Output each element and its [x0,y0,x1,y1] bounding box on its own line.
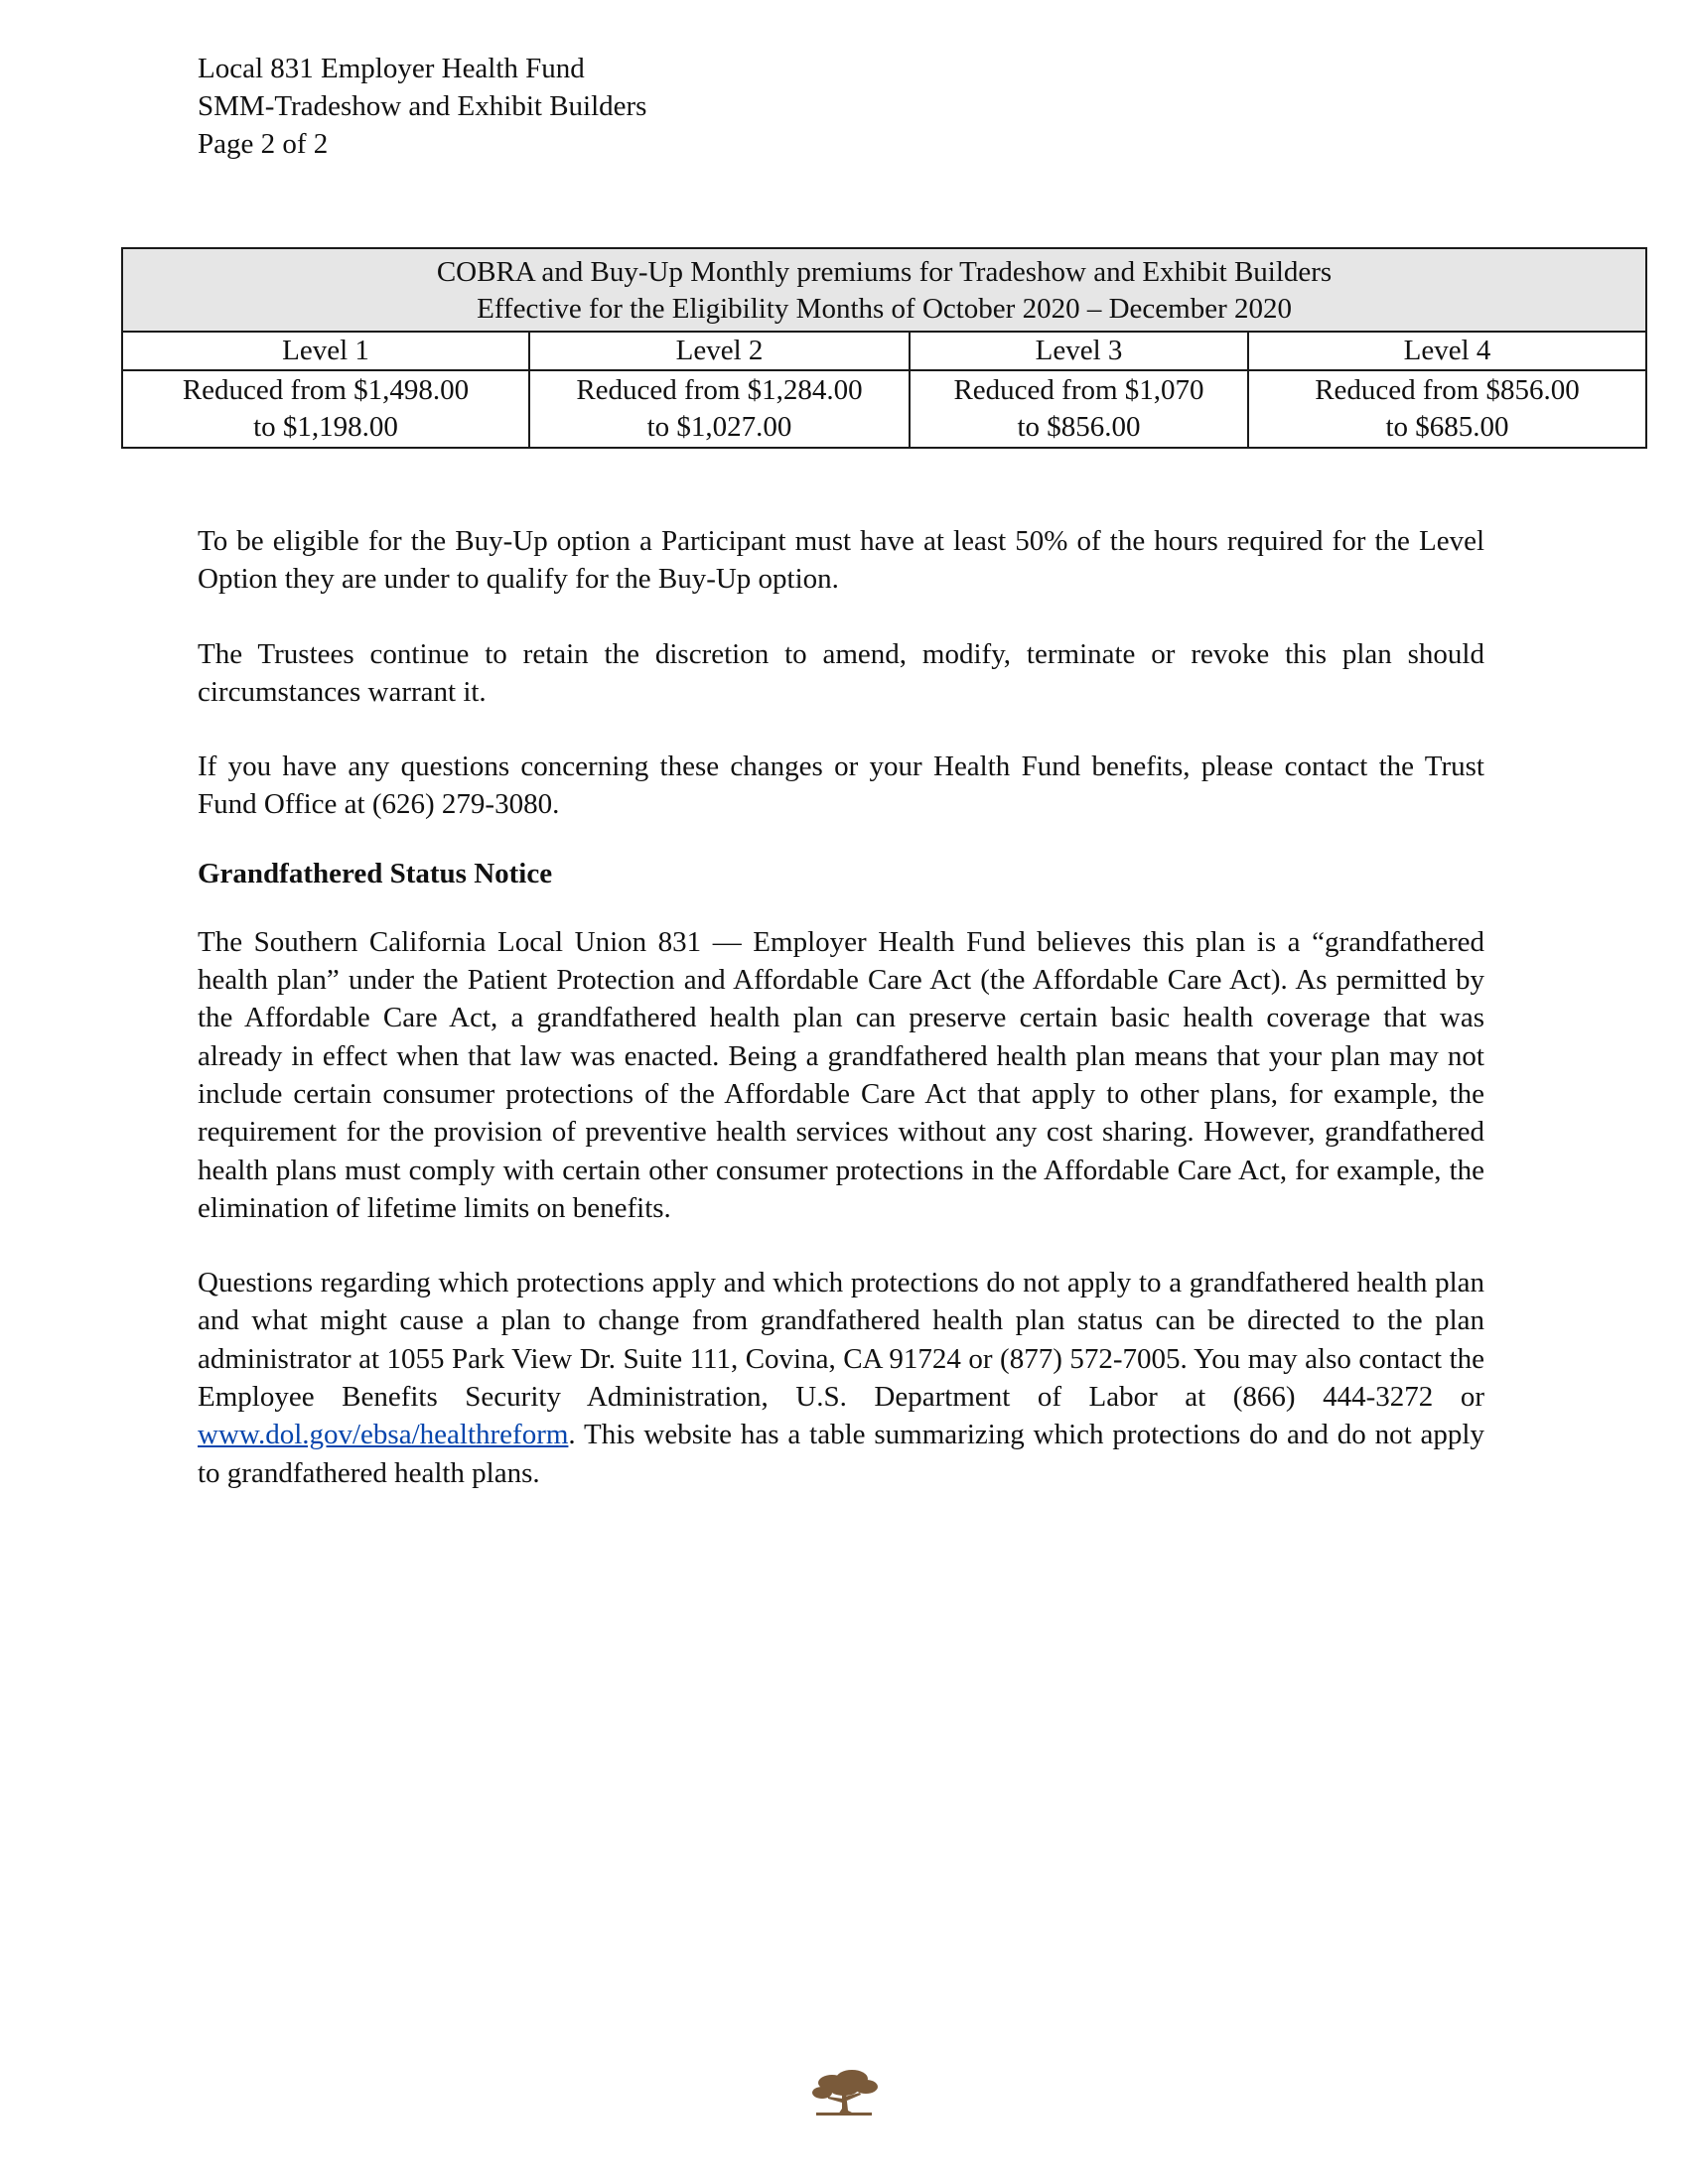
notice-paragraph-2 [198,1264,1484,1492]
level-1-old-amount: Reduced from $1,498.00 [182,374,470,406]
notice-heading: Grandfathered Status Notice [198,857,553,889]
healthreform-link[interactable]: www.dol.gov/ebsa/healthreform [198,1419,569,1451]
eligibility-paragraph: To be eligible for the Buy-Up option a Participant must have at least 50% of the hours required for the Level Option they are under to qualify for the Buy-Up option. [198,525,1484,596]
table-header-row [122,332,1646,370]
trustees-paragraph: The Trustees continue to retain the discretion to amend, modify, terminate or revoke this plan should circumstances warrant it. [198,637,1484,708]
level-1-new-amount: to $1,198.00 [253,411,398,443]
premium-table [121,247,1647,449]
level-4-new-amount: to $685.00 [1385,411,1509,443]
notice-paragraph-2-tail: . This website has a table summarizing which protections do and do not apply to grandfathered health plans. [198,1419,1484,1489]
level-2-old-amount: Reduced from $1,284.00 [576,374,863,406]
tree-logo-icon [802,2063,886,2122]
table-row [122,370,1646,448]
level-2-header: Level 2 [529,332,910,370]
level-4-premium [1248,370,1646,448]
header-fund-name: Local 831 Employer Health Fund [198,53,585,84]
notice-paragraph-2-text: Questions regarding which protections apply and which protections do not apply to a grandfathered health plan and what might cause a plan to change from grandfathered health plan status can be directed to the plan administrator at 1055 Park View Dr. Suite 111, Covina, CA 91724 or (877) 572-7005. You may also contact the Employee Benefits Security Administration, U.S. Department of Labor at (866) 444-3272 or [198,1267,1484,1414]
level-4-old-amount: Reduced from $856.00 [1315,374,1580,406]
table-title-row [122,248,1646,332]
level-3-header: Level 3 [910,332,1248,370]
header-group-name: SMM-Tradeshow and Exhibit Builders [198,90,647,122]
level-4-header: Level 4 [1248,332,1646,370]
level-2-premium [529,370,910,448]
document-header [198,50,646,163]
level-3-old-amount: Reduced from $1,070 [953,374,1204,406]
table-subtitle: Effective for the Eligibility Months of October 2020 – December 2020 [477,293,1292,325]
level-2-new-amount: to $1,027.00 [646,411,792,443]
level-3-new-amount: to $856.00 [1017,411,1141,443]
level-1-header: Level 1 [122,332,529,370]
notice-paragraph-1: The Southern California Local Union 831 — Employer Health Fund believes this plan is a “grandfathered health plan” under the Patient Protection and Affordable Care Act (the Affordable Care Act). As permitted by the Affordable Care Act, a grandfathered health plan can preserve certain basic health coverage that was already in effect when that law was enacted. Being a grandfathered health plan means that your plan may not include certain consumer protections of the Affordable Care Act that apply to other plans, for example, the requirement for the provision of preventive health services without any cost sharing. However, grandfathered health plans must comply with certain other consumer protections in the Affordable Care Act, for example, the elimination of lifetime limits on benefits. [198,925,1484,1224]
table-title: COBRA and Buy-Up Monthly premiums for Tradeshow and Exhibit Builders [436,256,1333,288]
level-3-premium [910,370,1248,448]
header-page-number: Page 2 of 2 [198,128,329,160]
level-1-premium [122,370,529,448]
contact-paragraph: If you have any questions concerning these changes or your Health Fund benefits, please contact the Trust Fund Office at (626) 279-3080. [198,751,1484,821]
table-title-cell [122,248,1646,332]
document-body [198,522,1484,1529]
